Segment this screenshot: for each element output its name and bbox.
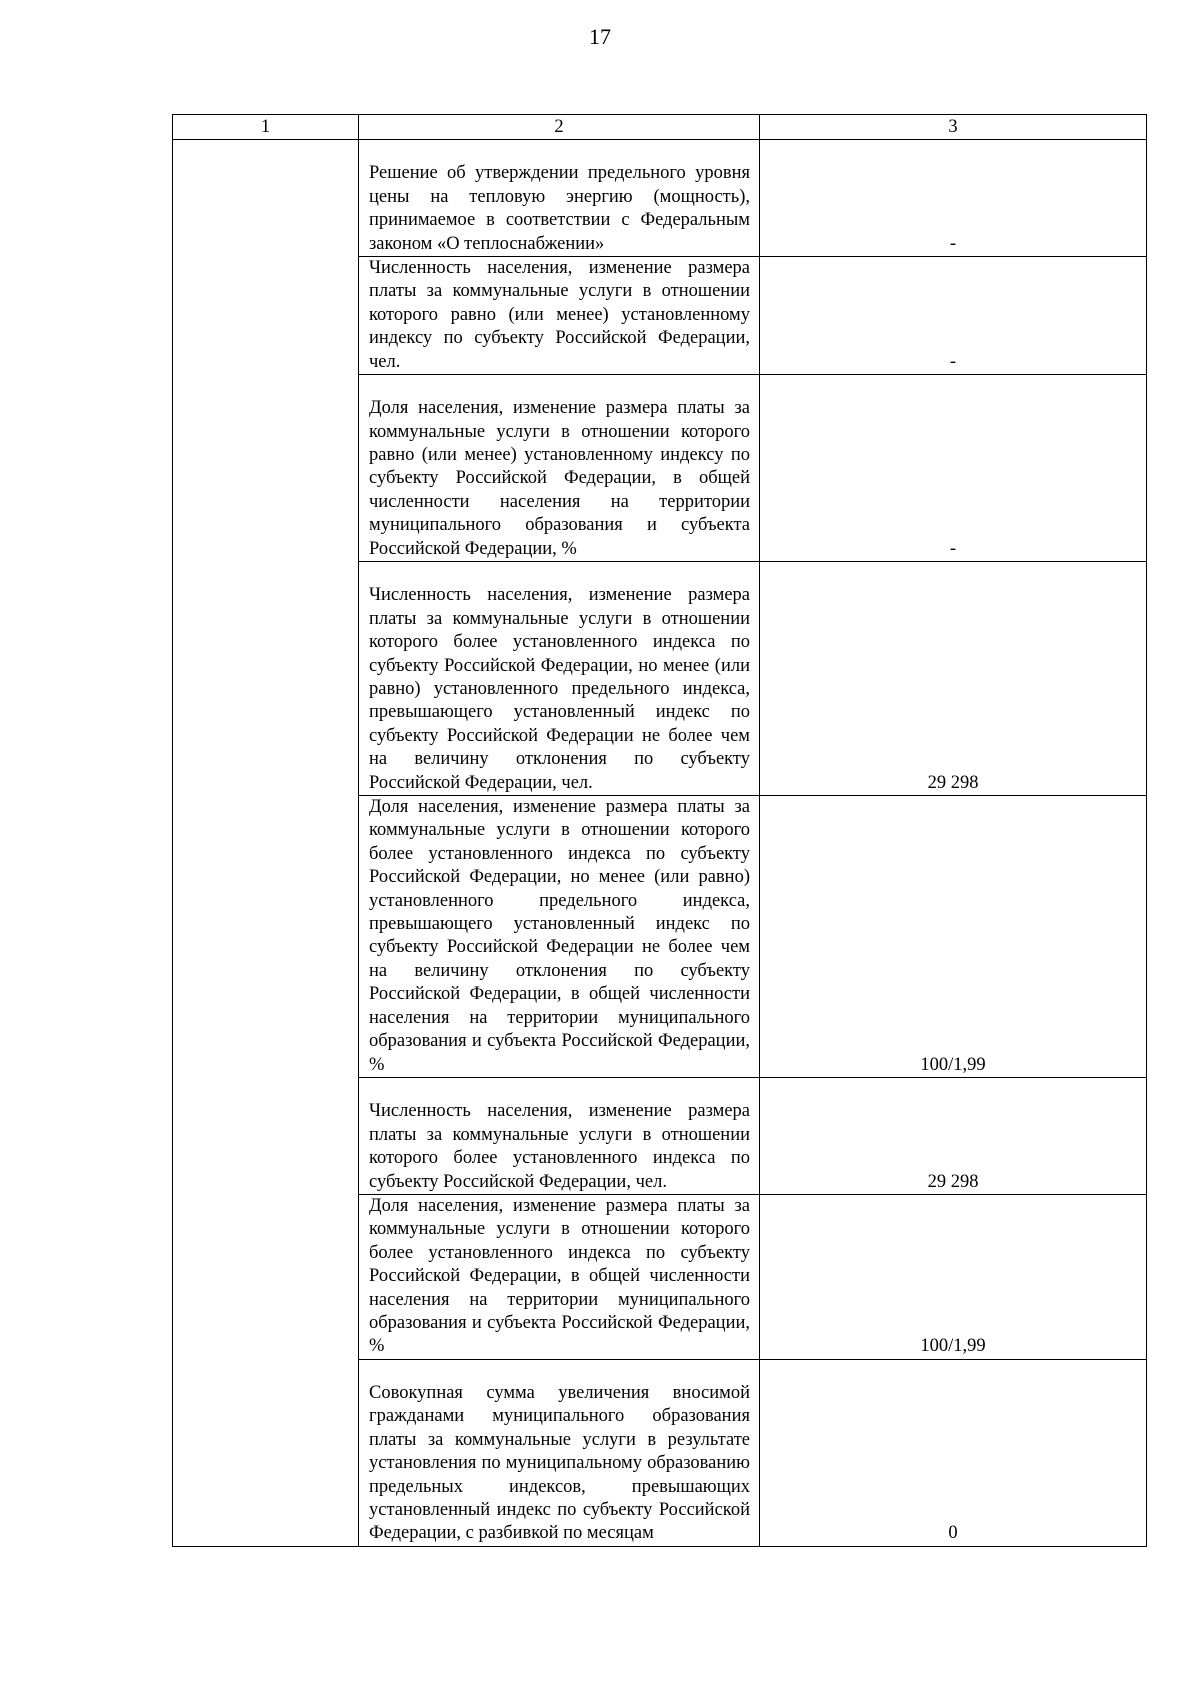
column-header-2: 2 xyxy=(359,115,760,140)
row-value: - xyxy=(760,375,1147,562)
row-description: Численность населения, изменение размера платы за коммунальные услуги в отношении которого равно (или менее) установленному индексу по субъекту Российской Федерации, чел. xyxy=(359,257,760,375)
row-value: - xyxy=(760,257,1147,375)
row-value: 29 298 xyxy=(760,1077,1147,1194)
table-row xyxy=(173,375,1147,562)
row-description: Решение об утверждении предельного уровня цены на тепловую энергию (мощность), принимаемое в соответствии с Федеральным законом «О теплоснабжении» xyxy=(359,140,760,257)
table-row xyxy=(173,796,1147,1078)
table-cell-empty xyxy=(173,140,359,257)
row-value: 100/1,99 xyxy=(760,796,1147,1078)
table-cell-empty xyxy=(173,1077,359,1194)
row-value: 100/1,99 xyxy=(760,1194,1147,1359)
table-cell-empty xyxy=(173,1194,359,1359)
row-value: 29 298 xyxy=(760,562,1147,796)
table-cell-empty xyxy=(173,375,359,562)
page-number: 17 xyxy=(589,24,611,49)
table-cell-empty xyxy=(173,562,359,796)
row-value: 0 xyxy=(760,1359,1147,1546)
table-row xyxy=(173,140,1147,257)
table-cell-empty xyxy=(173,1359,359,1546)
row-description: Численность населения, изменение размера платы за коммунальные услуги в отношении которого более установленного индекса по субъекту Российской Федерации, чел. xyxy=(359,1077,760,1194)
table-row xyxy=(173,1194,1147,1359)
column-header-1: 1 xyxy=(173,115,359,140)
table-header-row xyxy=(173,115,1147,140)
table-row xyxy=(173,257,1147,375)
row-description: Доля населения, изменение размера платы за коммунальные услуги в отношении которого более установленного индекса по субъекту Российской Федерации, но менее (или равно) установленного предельного индекса, превышающего установленный индекс по субъекту Российской Федерации не более чем на величину отклонения по субъекту Российской Федерации, в общей численности населения на территории муниципального образования и субъекта Российской Федерации, % xyxy=(359,796,760,1078)
row-description: Численность населения, изменение размера платы за коммунальные услуги в отношении которого более установленного индекса по субъекту Российской Федерации, но менее (или равно) установленного предельного индекса, превышающего установленный индекс по субъекту Российской Федерации не более чем на величину отклонения по субъекту Российской Федерации, чел. xyxy=(359,562,760,796)
row-description: Доля населения, изменение размера платы за коммунальные услуги в отношении которого равно (или менее) установленному индексу по субъекту Российской Федерации, в общей численности населения на территории муниципального образования и субъекта Российской Федерации, % xyxy=(359,375,760,562)
row-value: - xyxy=(760,140,1147,257)
table-cell-empty xyxy=(173,257,359,375)
row-description: Совокупная сумма увеличения вносимой гражданами муниципального образования платы за коммунальные услуги в результате установления по муниципальному образованию предельных индексов, превышающих установленный индекс по субъекту Российской Федерации, с разбивкой по месяцам xyxy=(359,1359,760,1546)
table-row xyxy=(173,562,1147,796)
row-description: Доля населения, изменение размера платы за коммунальные услуги в отношении которого более установленного индекса по субъекту Российской Федерации, в общей численности населения на территории муниципального образования и субъекта Российской Федерации, % xyxy=(359,1194,760,1359)
table-cell-empty xyxy=(173,796,359,1078)
indicators-table xyxy=(172,114,1147,1547)
table-row xyxy=(173,1077,1147,1194)
column-header-3: 3 xyxy=(760,115,1147,140)
table-row xyxy=(173,1359,1147,1546)
